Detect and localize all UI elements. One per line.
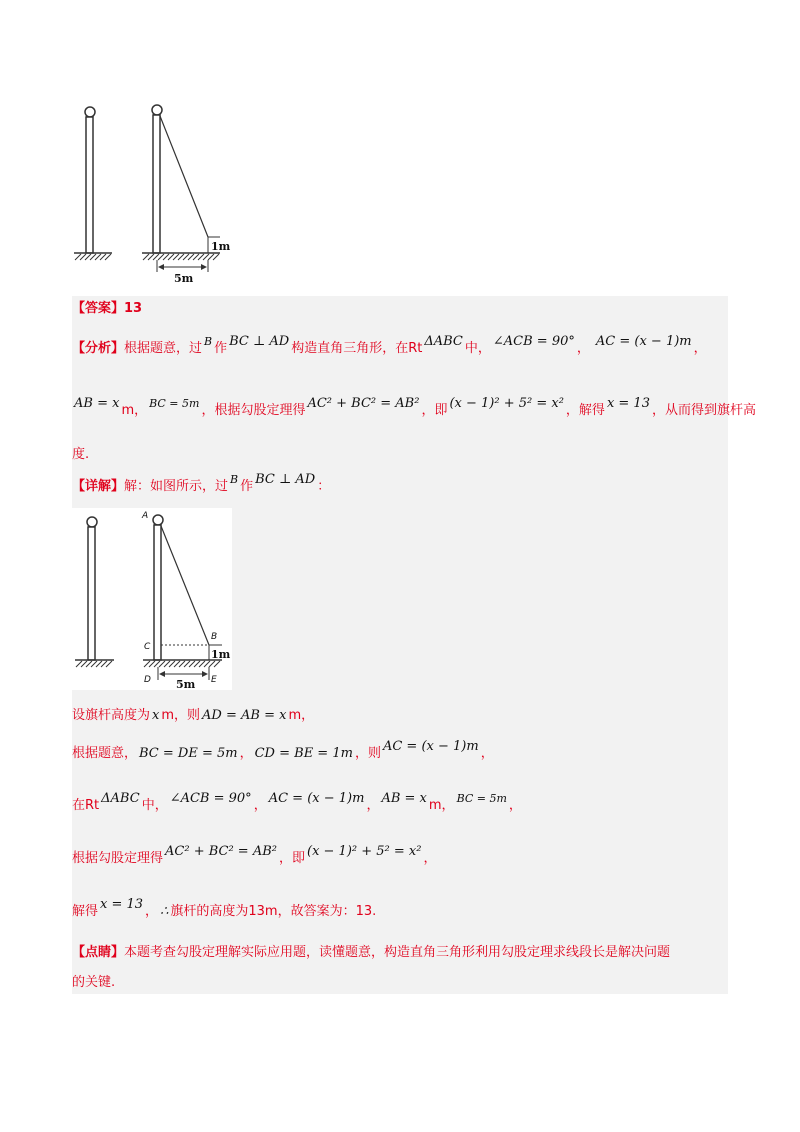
- rope-AB: [161, 526, 209, 645]
- svg-text:1m: 1m: [211, 648, 231, 661]
- figure-flagpole-labeled: [72, 508, 232, 690]
- detail-tag: 【详解】: [72, 479, 125, 494]
- label-D: D: [144, 675, 151, 685]
- label-C: C: [144, 642, 151, 652]
- label-5m: 5m: [174, 272, 194, 285]
- ground-1-hatch: [75, 254, 111, 260]
- pole-2-ball: [152, 105, 162, 115]
- detail-line-2: 根据题意， BC = DE = 5m ， CD = BE = 1m ，则 AC = (x − 1)m ，: [72, 739, 494, 761]
- pole-2: [153, 115, 160, 253]
- label-B: B: [211, 632, 218, 642]
- detail-line-1: 设旗杆高度为 x m，则 AD = AB = x m，: [72, 708, 315, 723]
- pole-1-ball: [85, 107, 95, 117]
- comment-tag: 【点睛】: [72, 945, 125, 960]
- rope: [160, 116, 208, 237]
- pole-1: [86, 117, 93, 253]
- label-E: E: [211, 675, 217, 685]
- figure-flagpole-problem: [70, 100, 240, 285]
- answer-tag: 【答案】: [72, 301, 125, 316]
- analysis-line-1: 【分析】根据题意，过 $^B$ 作 BC ⊥ AD 构造直角三角形，在Rt ΔABC 中， ∠ACB = 90° ， AC = (x − 1)m ，: [72, 334, 707, 356]
- detail-line-5: 解得 x = 13 ， ∴ 旗杆的高度为13m，故答案为：13.: [72, 897, 377, 919]
- analysis-line-3: 度.: [72, 447, 90, 462]
- detail-line: 【详解】解：如图所示，过 $^B$ 作 BC ⊥ AD ：: [72, 472, 331, 494]
- analysis-line-2: AB = x m， $^{BC = 5m}$ ，根据勾股定理得 AC² + BC² = AB² ，即 (x − 1)² + 5² = x² ，解得 x = 13 ，从而得到旗杆高: [74, 396, 756, 418]
- comment-line-2: 的关键.: [72, 975, 116, 990]
- figure-2-svg: [72, 508, 232, 690]
- comment-line-1: 【点睛】本题考查勾股定理解实际应用题，读懂题意，构造直角三角形利用勾股定理求线段长是解决问题: [72, 945, 671, 960]
- answer-value: 13: [124, 301, 143, 316]
- svg-text:5m: 5m: [176, 678, 196, 690]
- analysis-tag: 【分析】: [72, 341, 125, 356]
- figure-1-svg: [70, 100, 240, 285]
- label-1m: 1m: [211, 240, 231, 253]
- ground-2-hatch: [143, 254, 219, 260]
- detail-line-3: 在Rt ΔABC 中， ∠ACB = 90° ， AC = (x − 1)m ， AB = x m， $^{BC = 5m}$ ，: [72, 791, 522, 813]
- answer-line: [72, 299, 142, 319]
- label-A: A: [142, 511, 149, 521]
- detail-line-4: 根据勾股定理得 AC² + BC² = AB² ，即 (x − 1)² + 5² = x² ，: [72, 844, 437, 866]
